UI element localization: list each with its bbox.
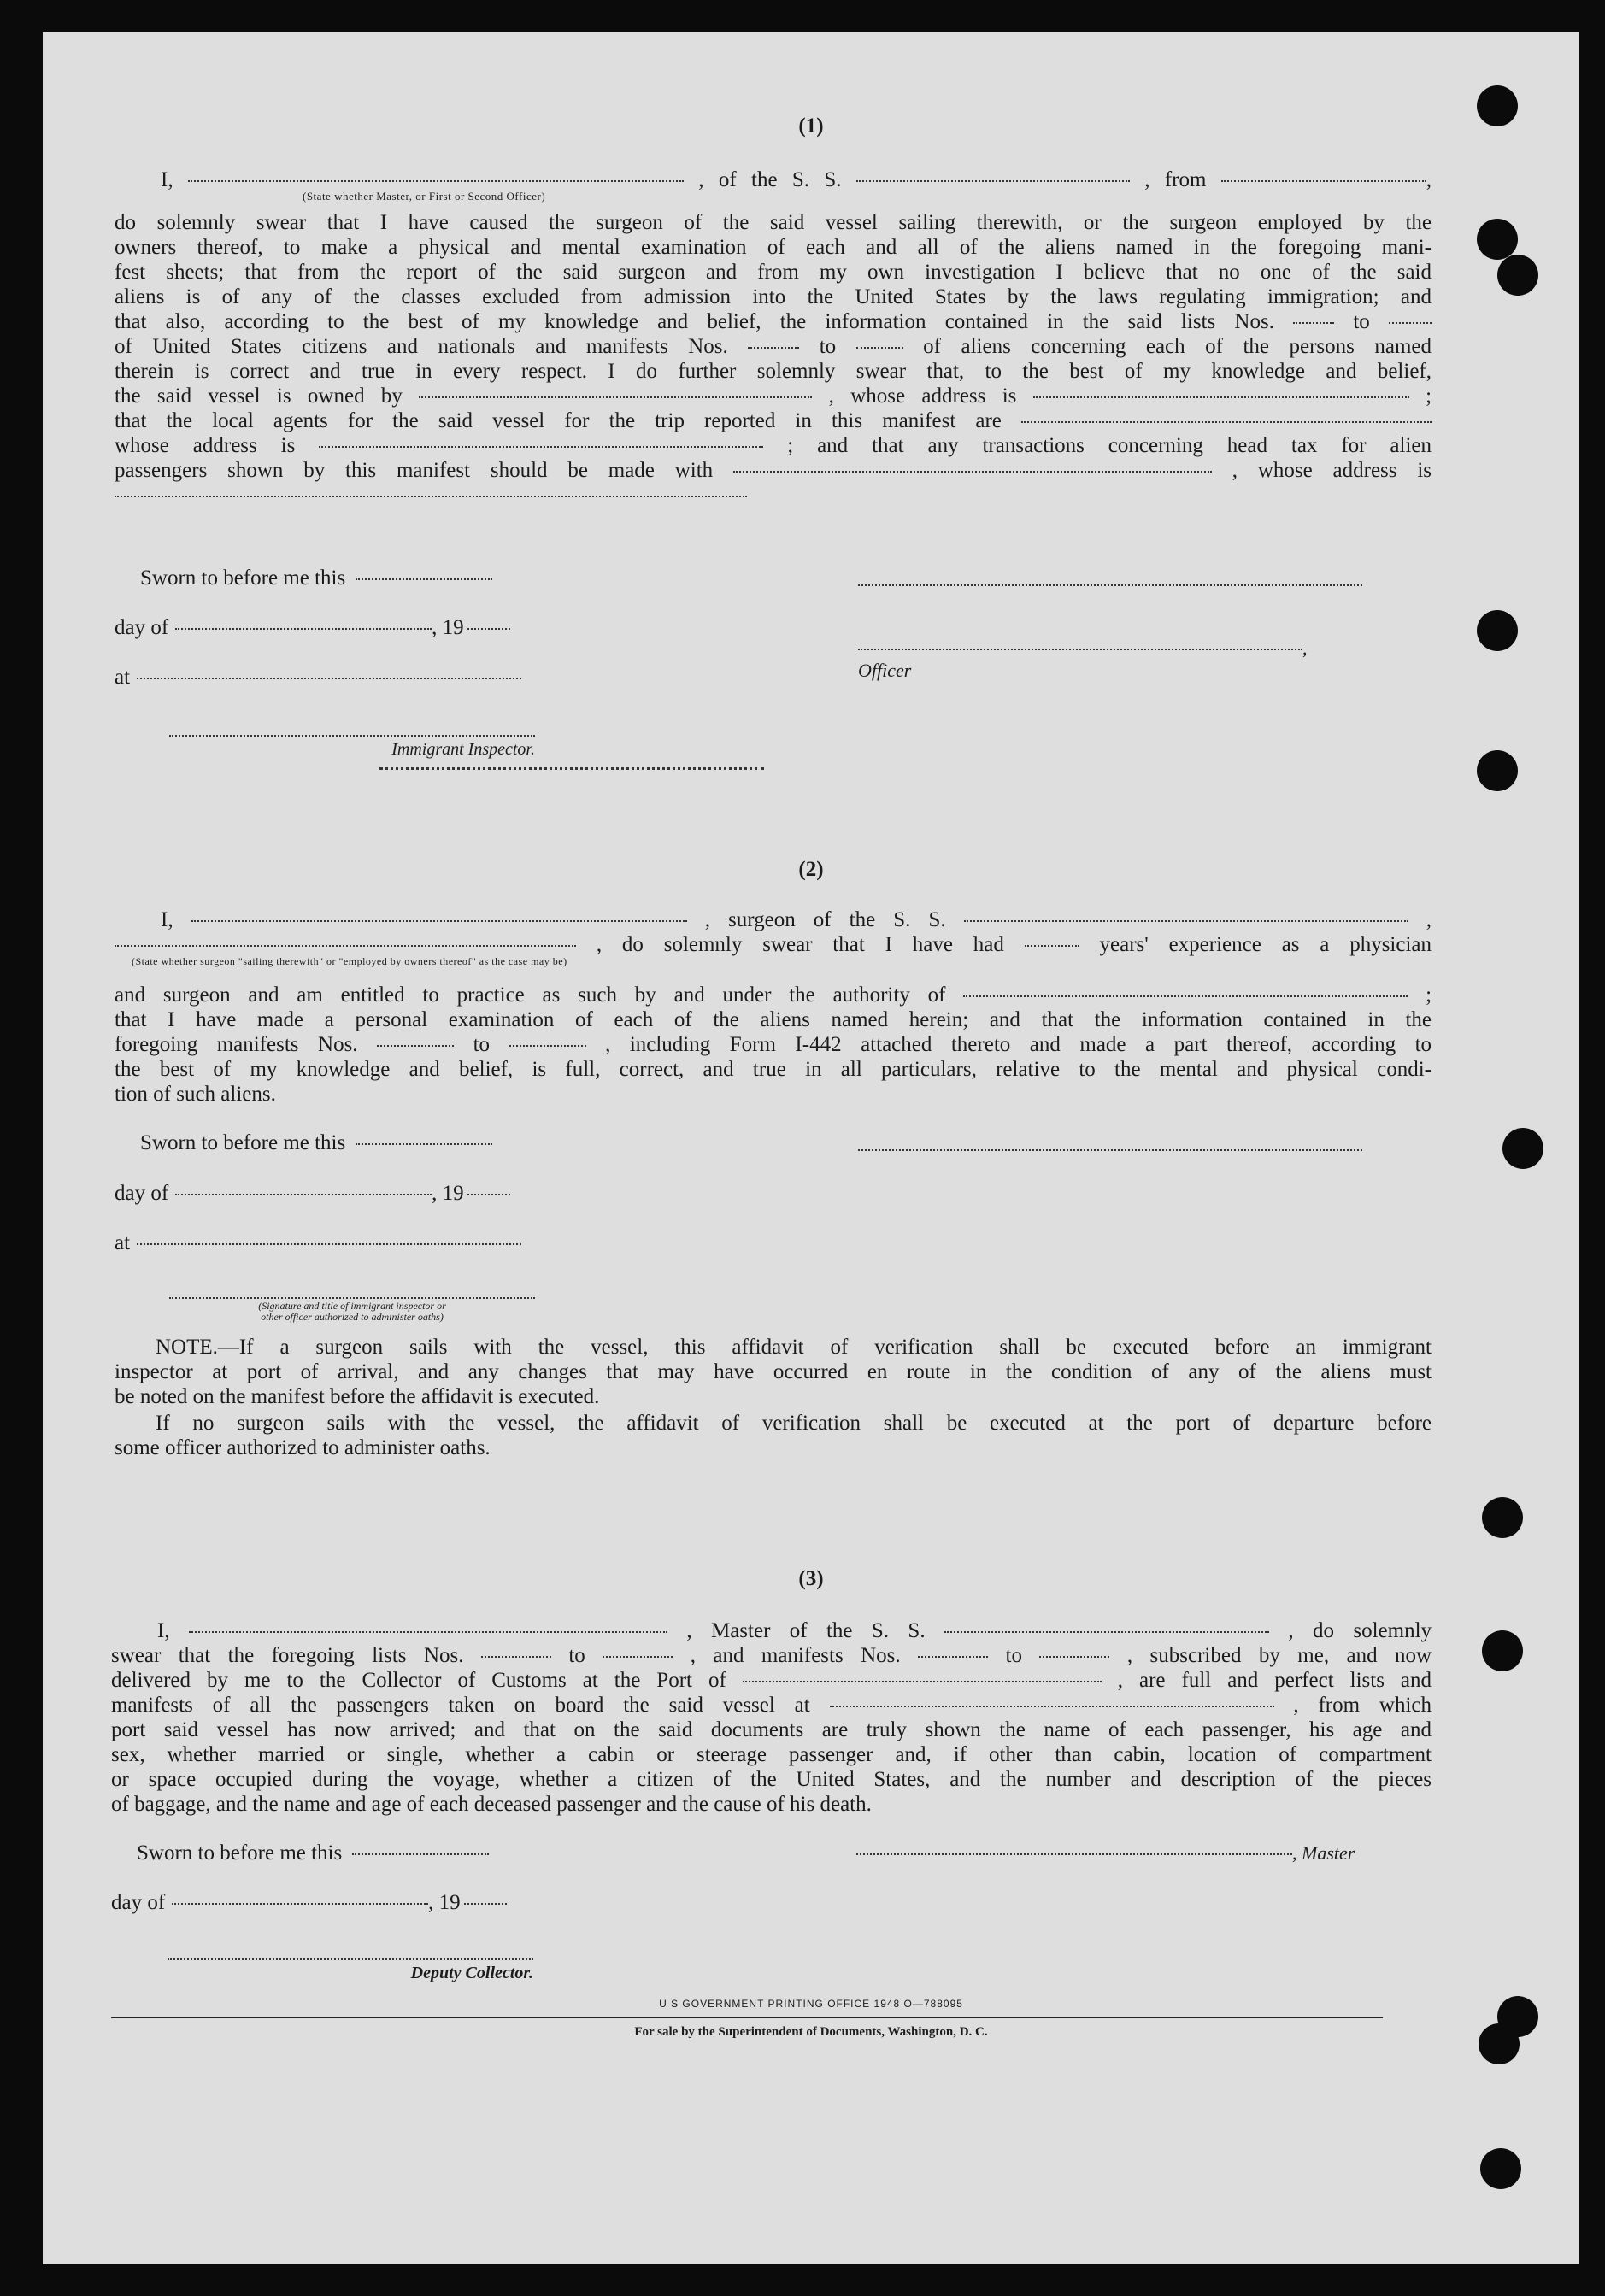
s3-manifests-from[interactable] (918, 1656, 988, 1658)
s2-signature-line[interactable] (858, 1149, 1362, 1151)
s1-year-field[interactable] (467, 628, 510, 630)
s1-day-field[interactable] (175, 628, 432, 630)
s3-lists-from[interactable] (481, 1656, 551, 1658)
surgeon-name-field[interactable] (191, 920, 687, 922)
lists-nos-from[interactable] (1293, 322, 1334, 324)
boarded-at-field[interactable] (830, 1706, 1274, 1707)
s1-divider (379, 767, 764, 770)
s2-vessel-field[interactable] (964, 920, 1408, 922)
s1-day-of: day of , 19 (115, 615, 510, 640)
section-1-number: (1) (798, 115, 824, 138)
s3-lists-to[interactable] (603, 1656, 673, 1658)
local-agents-field[interactable] (1021, 421, 1432, 423)
section-3-body: I, , Master of the S. S. , do solemnly swear that the foregoing lists Nos. to , and manifests Nos. to , subscribed by me, and now delivered by me to the Collector of Customs at the Port of , are full and perfect lists and manifests of all the passengers taken on board the said vessel at , from which port said vessel has now arrived; and that on the said documents are truly shown the name of each passenger, his age and sex, whether married or single, whether a cabin or steerage passenger and, if other than cabin, location of compartment or space occupied during the voyage, whether a citizen of the United States, and the number and description of the pieces of baggage, and the name and age of each deceased passenger and the cause of his death. (111, 1619, 1432, 1816)
footer-rule (111, 2017, 1383, 2018)
vessel-name-field[interactable] (856, 180, 1130, 182)
section-1-body (115, 167, 1432, 203)
s2-sworn-date-field[interactable] (356, 1143, 492, 1145)
binder-hole (1477, 750, 1518, 791)
manifests-nos-to[interactable] (856, 347, 903, 349)
binder-hole (1482, 1497, 1523, 1538)
binder-hole (1482, 1630, 1523, 1671)
s1-inspector-label: Immigrant Inspector. (391, 740, 535, 759)
form-page (43, 32, 1579, 2264)
s2-caption: (State whether surgeon "sailing therewith" or "employed by owners thereof" as the case may be) (132, 955, 567, 967)
s3-day-field[interactable] (172, 1903, 428, 1905)
head-tax-address-field[interactable] (115, 496, 747, 497)
s1-sworn: Sworn to before me this (140, 566, 492, 590)
s2-year-field[interactable] (467, 1194, 510, 1195)
s3-sworn: Sworn to before me this (137, 1841, 489, 1865)
owner-address-field[interactable] (1033, 396, 1409, 398)
head-tax-contact-field[interactable] (733, 471, 1212, 473)
s2-paragraph: and surgeon and am entitled to practice as such by and under the authority of ; that I have made a personal examination of each of the aliens named herein; and that the information contained in the foregoing manifests Nos. to , including Form I-442 attached thereto and made a part thereof, according to the best of my knowledge and belief, is full, correct, and true in all particulars, relative to the mental and physical condi- tion of such aliens. (115, 984, 1432, 1106)
s2-at: at (115, 1230, 521, 1255)
s3-collector-line[interactable] (168, 1958, 533, 1960)
s2-sworn: Sworn to before me this (140, 1130, 492, 1155)
master-name-field[interactable] (189, 1631, 667, 1633)
binder-hole (1477, 219, 1518, 260)
s2-manifests-from[interactable] (377, 1045, 454, 1047)
s2-inspector-line[interactable] (169, 1297, 535, 1299)
binder-hole (1479, 2023, 1520, 2064)
s1-signature-line[interactable] (858, 584, 1362, 586)
s1-inspector-line[interactable] (169, 735, 535, 737)
s1-at-field[interactable] (137, 678, 521, 679)
binder-hole (1497, 255, 1538, 296)
section-2-body: I, , surgeon of the S. S. , , do solemnly swear that I have had years' experience as a physician (State whether surgeon "sailing therewith" or "employed by owners thereof" as the case may be) (115, 907, 1432, 957)
s3-vessel-field[interactable] (944, 1631, 1269, 1633)
s3-year-field[interactable] (464, 1903, 507, 1905)
s2-day-of: day of , 19 (115, 1181, 510, 1206)
officer-title-field[interactable] (188, 180, 684, 182)
s1-officer-line: , Officer (858, 637, 1308, 681)
s3-collector-label: Deputy Collector. (410, 1964, 533, 1982)
port-of-field[interactable] (743, 1681, 1102, 1682)
sale-line: For sale by the Superintendent of Documents, Washington, D. C. (634, 2025, 988, 2039)
s3-sworn-date-field[interactable] (352, 1853, 489, 1855)
authority-field[interactable] (963, 995, 1408, 997)
s1-at: at (115, 665, 521, 690)
s1-line-1: I, , of the S. S. , from , (161, 168, 1432, 191)
s3-master-line: , Master (856, 1842, 1364, 1864)
owner-field[interactable] (419, 396, 812, 398)
binder-hole (1480, 2148, 1521, 2189)
s1-paragraph: do solemnly swear that I have caused the surgeon of the said vessel sailing therewith, or the surgeon employed by the owners thereof, to make a physical and mental examination of each and all of the aliens named in the foregoing mani- fest sheets; that from the report of the said surgeon and from my own investigation I believe that no one of the said aliens is of any of the classes excluded from admission into the United States by the laws regulating immigration; and that also, according to the best of my knowledge and belief, the information contained in the said lists Nos. to of United States citizens and nationals and manifests Nos. to of aliens concerning each of the persons named therein is correct and true in every respect. I do further solemnly swear that, to the best of my knowledge and belief, the said vessel is owned by , whose address is ; that the local agents for the said vessel for the trip reported in this manifest are whose address is ; and that any transactions concerning head tax for alien passengers shown by this manifest should be made with , whose address is (115, 210, 1432, 508)
s1-sworn-date-field[interactable] (356, 578, 492, 580)
section-2-number: (2) (798, 858, 824, 881)
s2-note: NOTE.—If a surgeon sails with the vessel, this affidavit of verification shall be executed before an immigrant inspector at port of arrival, and any changes that may have occurred en route in the condition of any of the aliens must be noted on the manifest before the affidavit is executed. If no surgeon sails with the vessel, the affidavit of verification shall be executed at the port of departure before some officer authorized to administer oaths. (115, 1336, 1432, 1459)
s2-at-field[interactable] (137, 1243, 521, 1245)
section-3-number: (3) (798, 1567, 824, 1590)
s1-officer-field[interactable] (858, 649, 1302, 650)
binder-hole (1477, 85, 1518, 126)
s3-day-of: day of , 19 (111, 1890, 507, 1915)
manifests-nos-from[interactable] (748, 347, 799, 349)
s2-manifests-to[interactable] (509, 1045, 586, 1047)
binder-hole (1502, 1128, 1543, 1169)
s2-signature-caption: (Signature and title of immigrant inspector or other officer authorized to administer oaths) (258, 1300, 446, 1323)
port-from-field[interactable] (1221, 180, 1426, 182)
years-experience-field[interactable] (1025, 945, 1079, 947)
s3-master-field[interactable] (856, 1853, 1292, 1855)
printing-office-line: U S GOVERNMENT PRINTING OFFICE 1948 O—788095 (659, 1998, 963, 2010)
lists-nos-to[interactable] (1389, 322, 1432, 324)
agents-address-field[interactable] (319, 446, 763, 448)
s2-day-field[interactable] (175, 1194, 432, 1195)
binder-hole (1477, 610, 1518, 651)
surgeon-status-field[interactable] (115, 945, 576, 947)
s3-manifests-to[interactable] (1039, 1656, 1109, 1658)
s1-caption: (State whether Master, or First or Second Officer) (303, 190, 546, 203)
